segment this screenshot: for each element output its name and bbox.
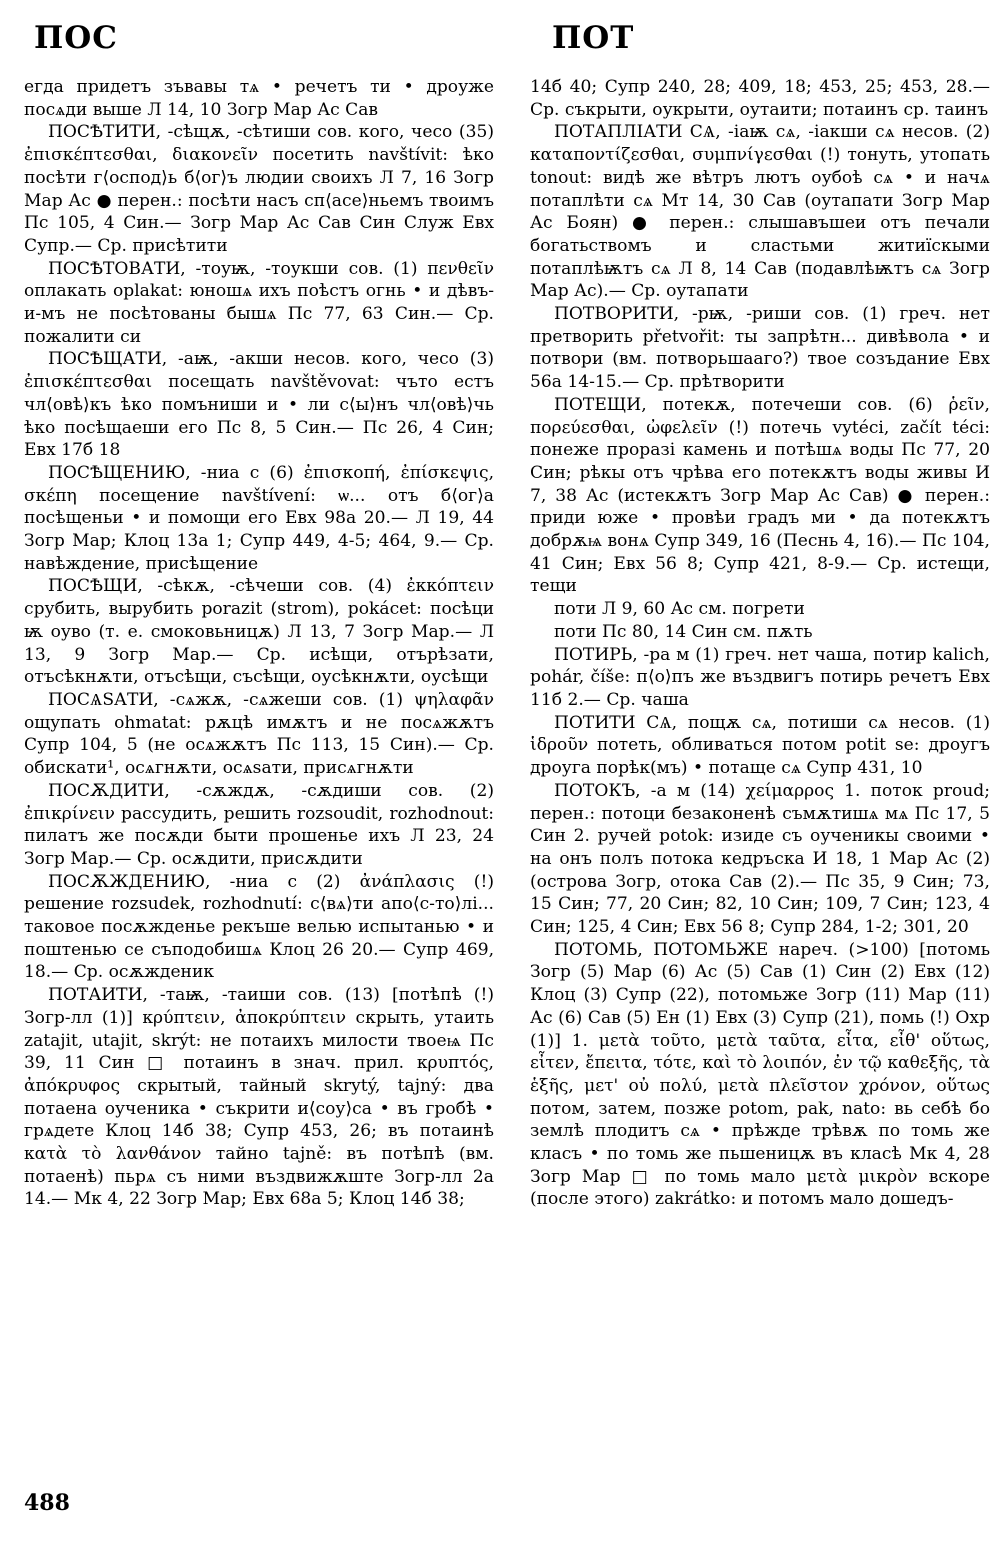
entry-poseshti: ПОСѢЩИ, -сѣкѫ, -сѣчеши сов. (4) ἐκκόπτειν срубить, вырубить porazit (strom), pokácet: посѣци ѭ оуво (т. е. смоковьницѫ) Л 13, 7 Зогр Мар.— Л 13, 9 Зогр Мар.— Ср. исѣщи, отърѣзати, отъсѣкнѫти, отъсѣщи, съсѣщи, оусѣкнѫти, оусѣщи (24, 576, 494, 688)
left-guide-word: ПОС (34, 20, 118, 56)
entry-potok: ПОТОКЪ, -а м (14) χείμαρρος 1. поток proud; перен.: потоци безаконенѣ съмѫтишѧ мѧ Пс 17, 5 Син 2. ручей potok: изиде съ оученикы своими • на онъ полъ потока кедръска И 18, 1 Мар Ас (2) (острова Зогр, отока Сав (2).— Пс 35, 9 Син; 73, 15 Син; 77, 20 Син; 82, 10 Син; 109, 7 Син; 123, 4 Син; 125, 4 Син; Евх 56 8; Супр 284, 1-2; 301, 20 (530, 780, 990, 938)
entry-poti-1: поти Л 9, 60 Ас см. погрети (554, 599, 805, 620)
entry-posyazati: ПОСѦЅАТИ, -сѧжѫ, -сѧжеши сов. (1) ψηλαφᾶν ощупать ohmatat: рѫцѣ имѫтъ и не посѧжѫтъ Супр 104, 5 (не осѧжѫтъ Пс 113, 15 Син).— Ср. обискати¹, осѧгнѫти, осѧѕати, присѧгнѫти (24, 689, 494, 779)
entry-continuation: егда придетъ зъвавы тѧ • речетъ ти • дроуже посѧди выше Л 14, 10 Зогр Мар Ас Сав (24, 77, 494, 120)
entry-potir: ПОТИРЬ, -ра м (1) греч. нет чаша, потир kalich, pohár, číše: п⟨о⟩пъ же въздвигъ потирь речетъ Евх 11б 2.— Ср. чаша (530, 644, 990, 710)
entry-potom: ПОТОМЬ, ПОТОМЬЖЕ нареч. (>100) [потомь Зогр (5) Мар (6) Ас (5) Сав (1) Син (2) Евх (12) Клоц (3) Супр (22), потомьже Зогр (11) Мар (11) Ас (6) Сав (5) Ен (1) Евх (3) Супр (21), помь (!) Охр (1)] 1. μετὰ τοῦτο, μετὰ ταῦτα, εἶτα, εἶθ' οὕτως, εἶτεν, ἔπειτα, τότε, καὶ τὸ λοιπόν, ἐν τῷ καθεξῆς, τὰ ἑξῆς, μετ' οὐ πολύ, μετὰ πλεῖστον χρόνον, οὕτως потом, затем, позже potom, pak, nato: вь себѣ бо землѣ плодитъ сѧ • прѣжде трѣвѫ по томь же класъ • по томь же пьшеницѫ въ класѣ Мк 4, 28 Зогр Мар □ по томь мало μετὰ μικρὸν вскоре (после этого) zakrátko: и потомъ мало дошедъ- (530, 939, 990, 1210)
entry-posuzhdenie: ПОСѪЖДЕНИЮ, -ниа с (2) ἀνάπλασις (!) решение rozsudek, rozhodnutí: с⟨вѧ⟩ти апо⟨с-то⟩лі... таковое посѫжденье рекъше велью испытанью • и поштенью се съподобишѧ Клоц 26 20.— Супр 469, 18.— Ср. осѫжденик (24, 871, 494, 983)
running-header (0, 14, 1000, 64)
entry-poti-2: поти Пс 80, 14 Син см. пѫть (554, 621, 813, 642)
page-number: 488 (24, 1490, 70, 1516)
entry-potaplyati-sya: ПОТАПЛІАТИ СѦ, -іаѭ сѧ, -іакши сѧ несов. (2) καταποντίζεσθαι, συμπνίγεσθαι (!) тонуть, утопать tonout: видѣ же вѣтръ лютъ оубоѣ сѧ • и начѧ потаплѣти сѧ Мт 14, 30 Сав (оутапати Зогр Мар Ас Боян) ● перен.: слышавъшеи отъ печали богатьствомъ и сластьми житиїскыми потаплѣѭтъ сѧ Л 8, 14 Сав (подавлѣѭтъ сѧ Зогр Мар Ас).— Ср. оутапати (530, 122, 990, 302)
entry-posetovati: ПОСѢТОВАТИ, -тоуѭ, -тоукши сов. (1) πενθεῖν оплакать oplakat: юношѧ ихъ поѣстъ огнь • и дѣвъ-и-мъ не посѣтованы бышѧ Пс 77, 63 Син.— Ср. пожалити си (24, 258, 494, 347)
entry-potaiti: ПОТАИТИ, -таѭ, -таиши сов. (13) [потѣпѣ (!) Зогр-лл (1)] κρύπτειν, ἀποκρύπτειν скрыть, утаить zatajit, utajit, skrýt: не потаихъ милости твоеѩ Пс 39, 11 Син □ потаинъ в знач. прил. κρυπτός, ἀπόκρυφος скрытый, тайный skrytý, tajný: два потаена оученика • съкрити и⟨соу⟩са • въ гробѣ • грѧдете Клоц 14б 38; Супр 453, 26; въ потаинѣ κατὰ τὸ λανθάνον тайно tajně: въ потѣпѣ (вм. потаенѣ) пьрѧ съ ними въздвижѫште Зогр-лл 2а 14.— Мк 4, 22 Зогр Мар; Евх 68а 5; Клоц 14б 38; (24, 985, 494, 1210)
left-column (24, 76, 494, 1476)
entry-potiti-sya: ПОТИТИ СѦ, пощѫ сѧ, потиши сѧ несов. (1) ἱδροῦν потеть, обливаться потом potit se: дроугъ дроуга порѣк(мъ) • потаще сѧ Супр 431, 10 (530, 712, 990, 779)
entry-poteshti: ПОТЕЩИ, потекѫ, потечеши сов. (6) ῥεῖν, πορεύεσθαι, ὠφελεῖν (!) потечь vytéci, začít téci: понеже проразі камень и потѣшѧ воды Пс 77, 20 Син; рѣкы отъ чрѣва его потекѫтъ воды живы И 7, 38 Ас (истекѫтъ Зогр Мар Ас Сав) ● перен.: приди юже • провѣи градъ ми • да потекѫтъ добрѫѩ вонѧ Супр 349, 16 (Песнь 4, 16).— Пс 104, 41 Син; Евх 56 8; Супр 421, 8-9.— Ср. истещи, тещи (530, 394, 990, 597)
entry-poseshtenie: ПОСѢЩЕНИЮ, -ниа с (6) ἐπισκοπή, ἐπίσκεψις, σκέπη посещение navštívení: ѡ... отъ б⟨ог⟩а посѣщеньи • и помощи его Евх 98а 20.— Л 19, 44 Зогр Мар; Клоц 13а 1; Супр 449, 4-5; 464, 9.— Ср. навѣждение, присѣщение (24, 462, 494, 574)
entry-posuditi: ПОСѪДИТИ, -сѫждѫ, -сѫдиши сов. (2) ἐπικρίνειν рассудить, решить rozsoudit, rozhodnout: пилатъ же посѫди быти прошенье ихъ Л 23, 24 Зогр Мар.— Ср. осѫдити, присѫдити (24, 780, 494, 869)
entry-posetiti: ПОСѢТИТИ, -сѣщѫ, -сѣтиши сов. кого, чесо (35) ἐπισκέπτεσθαι, διακονεῖν посетить navštívit: ѣко посѣти г⟨оспод⟩ь б⟨ог⟩ъ людии своихъ Л 7, 16 Зогр Мар Ас ● перен.: посѣти насъ сп⟨асе⟩ньемъ твоимъ Пс 105, 4 Син.— Зогр Мар Ас Сав Син Служ Евх Супр.— Ср. присѣтити (24, 122, 494, 256)
entry-continuation: 14б 40; Супр 240, 28; 409, 18; 453, 25; 453, 28.— Ср. съкрыти, оукрыти, оутаити; потаинъ ср. таинъ (530, 77, 990, 120)
right-guide-word: ПОТ (552, 20, 635, 56)
right-column (530, 76, 990, 1476)
entry-potvoriti: ПОТВОРИТИ, -рѭ, -риши сов. (1) греч. нет претворить přetvořit: ты запрѣтн... дивѣвола • и потвори (вм. потворьшаагo?) твое созъдание Евх 56а 14-15.— Ср. прѣтворити (530, 304, 990, 393)
entry-poseshtati: ПОСѢЩАТИ, -аѭ, -акши несов. кого, чесо (3) ἐπισκέπτεσθαι посещать navštěvovat: чъто естъ чл⟨овѣ⟩къ ѣко помъниши и • ли с⟨ы⟩нъ чл⟨овѣ⟩чь ѣко посѣщаеши его Пс 8, 5 Син.— Пс 26, 4 Син; Евх 17б 18 (24, 349, 494, 461)
